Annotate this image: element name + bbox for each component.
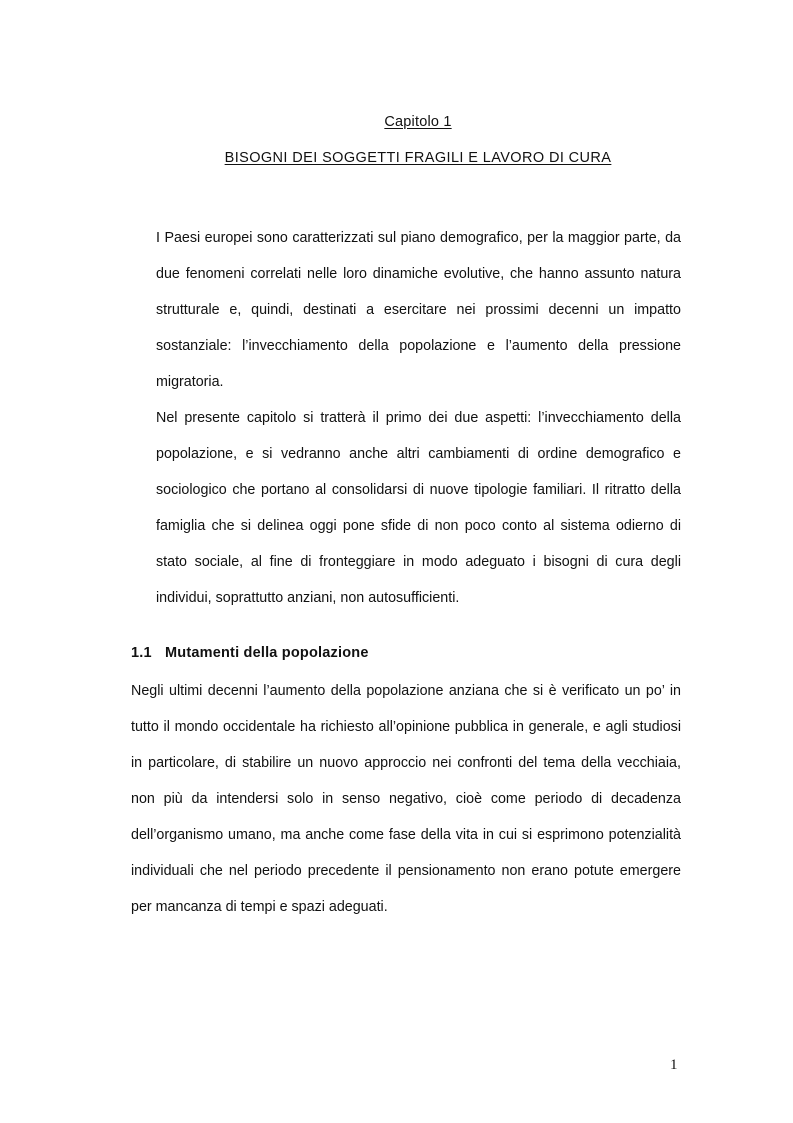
- section-number: 1.1: [131, 645, 152, 661]
- intro-paragraph-2: Nel presente capitolo si tratterà il primo dei due aspetti: l’invecchiamento della popolazione, e si vedranno anche altri cambiamenti di ordine demografico e sociologico che portano al consolidarsi di nuove tipologie familiari. Il ritratto della famiglia che si delinea oggi pone sfide di non poco conto al sistema odierno di stato sociale, al fine di fronteggiare in modo adeguato i bisogni di cura degli individui, soprattutto anziani, non autosufficienti.: [156, 410, 681, 606]
- section-paragraph-1: Negli ultimi decenni l’aumento della popolazione anziana che si è verificato un po’ in tutto il mondo occidentale ha richiesto all’opinione pubblica in generale, e agli studiosi in particolare, di stabilire un nuovo approccio nei confronti del tema della vecchiaia, non più da intendersi solo in senso negativo, cioè come periodo di decadenza dell’organismo umano, ma anche come fase della vita in cui si esprimono potenzialità individuali che nel periodo precedente il pensionamento non erano potute emergere per mancanza di tempi e spazi adeguati.: [131, 683, 681, 915]
- section-title: Mutamenti della popolazione: [165, 645, 369, 661]
- chapter-label: Capitolo 1: [384, 114, 452, 130]
- intro-paragraph-1: I Paesi europei sono caratterizzati sul piano demografico, per la maggior parte, da due fenomeni correlati nelle loro dinamiche evolutive, che hanno assunto natura strutturale e, quindi, destinati a esercitare nei prossimi decenni un impatto sostanziale: l’invecchiamento della popolazione e l’aumento della pressione migratoria.: [156, 230, 681, 390]
- section-heading: [131, 645, 369, 661]
- chapter-title: BISOGNI DEI SOGGETTI FRAGILI E LAVORO DI CURA: [224, 150, 612, 166]
- page-number: 1: [670, 1057, 678, 1073]
- intro-text-block: [156, 220, 681, 616]
- section-text-block: [131, 673, 681, 925]
